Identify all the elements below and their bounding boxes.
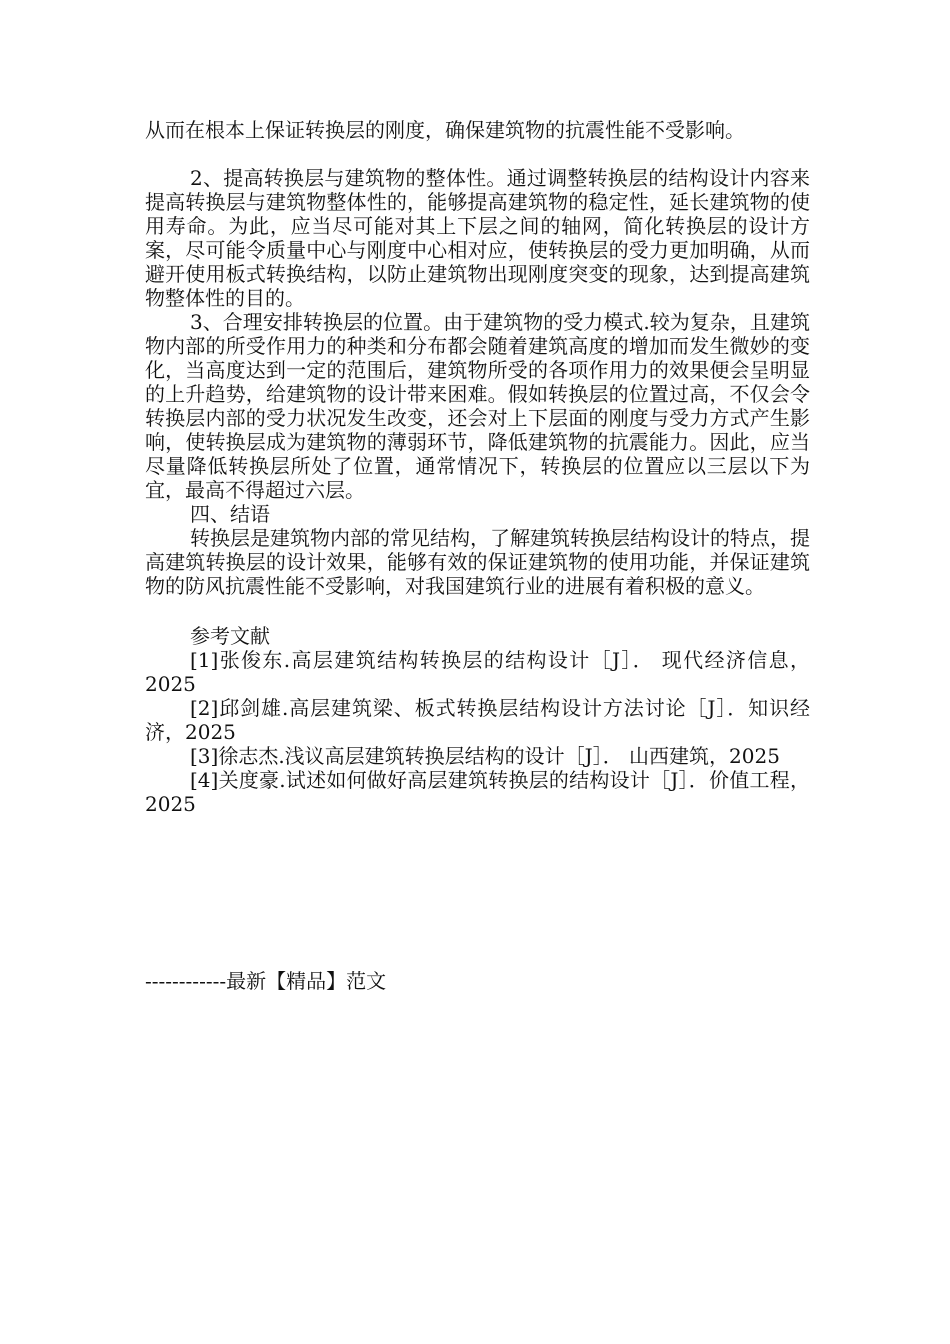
paragraph-continuation: 从而在根本上保证转换层的刚度，确保建筑物的抗震性能不受影响。	[145, 118, 745, 142]
paragraph-integrity: 2、提高转换层与建筑物的整体性。通过调整转换层的结构设计内容来提高转换层与建筑物整体性的，能够提高建筑物的稳定性，延长建筑物的使用寿命。为此，应当尽可能对其上下层之间的轴网，简化转换层的设计方案，尽可能令质量中心与刚度中心相对应，使转换层的受力更加明确，从而避开使用板式转换结构，以防止建筑物出现刚度突变的现象，达到提高建筑物整体性的目的。	[145, 166, 810, 310]
reference-item-2: [2]邱剑雄.高层建筑梁、板式转换层结构设计方法讨论［J］．知识经济，2025	[145, 696, 810, 744]
reference-item-1: [1]张俊东.高层建筑结构转换层的结构设计［J］． 现代经济信息，2025	[145, 648, 810, 696]
reference-item-3: [3]徐志杰.浅议高层建筑转换层结构的设计［J］． 山西建筑，2025	[190, 744, 780, 768]
conclusion-paragraph: 转换层是建筑物内部的常见结构，了解建筑转换层结构设计的特点，提高建筑转换层的设计效果，能够有效的保证建筑物的使用功能，并保证建筑物的防风抗震性能不受影响，对我国建筑行业的进展有着积极的意义。	[145, 526, 810, 598]
paragraph-position: 3、合理安排转换层的位置。由于建筑物的受力模式.较为复杂，且建筑物内部的所受作用力的种类和分布都会随着建筑高度的增加而发生微妙的变化，当高度达到一定的范围后，建筑物所受的各项作用力的效果便会呈明显的上升趋势，给建筑物的设计带来困难。假如转换层的位置过高，不仅会令转换层内部的受力状况发生改变，还会对上下层面的刚度与受力方式产生影响，使转换层成为建筑物的薄弱环节，降低建筑物的抗震能力。因此，应当尽量降低转换层所处了位置，通常情况下，转换层的位置应以三层以下为宜，最高不得超过六层。	[145, 310, 810, 502]
page-footer: ------------最新【精品】范文	[145, 969, 387, 993]
document-body	[145, 118, 810, 816]
references-title: 参考文献	[190, 624, 270, 648]
reference-item-4: [4]关度豪.试述如何做好高层建筑转换层的结构设计［J］．价值工程，2025	[145, 768, 810, 816]
conclusion-heading: 四、结语	[190, 502, 270, 526]
